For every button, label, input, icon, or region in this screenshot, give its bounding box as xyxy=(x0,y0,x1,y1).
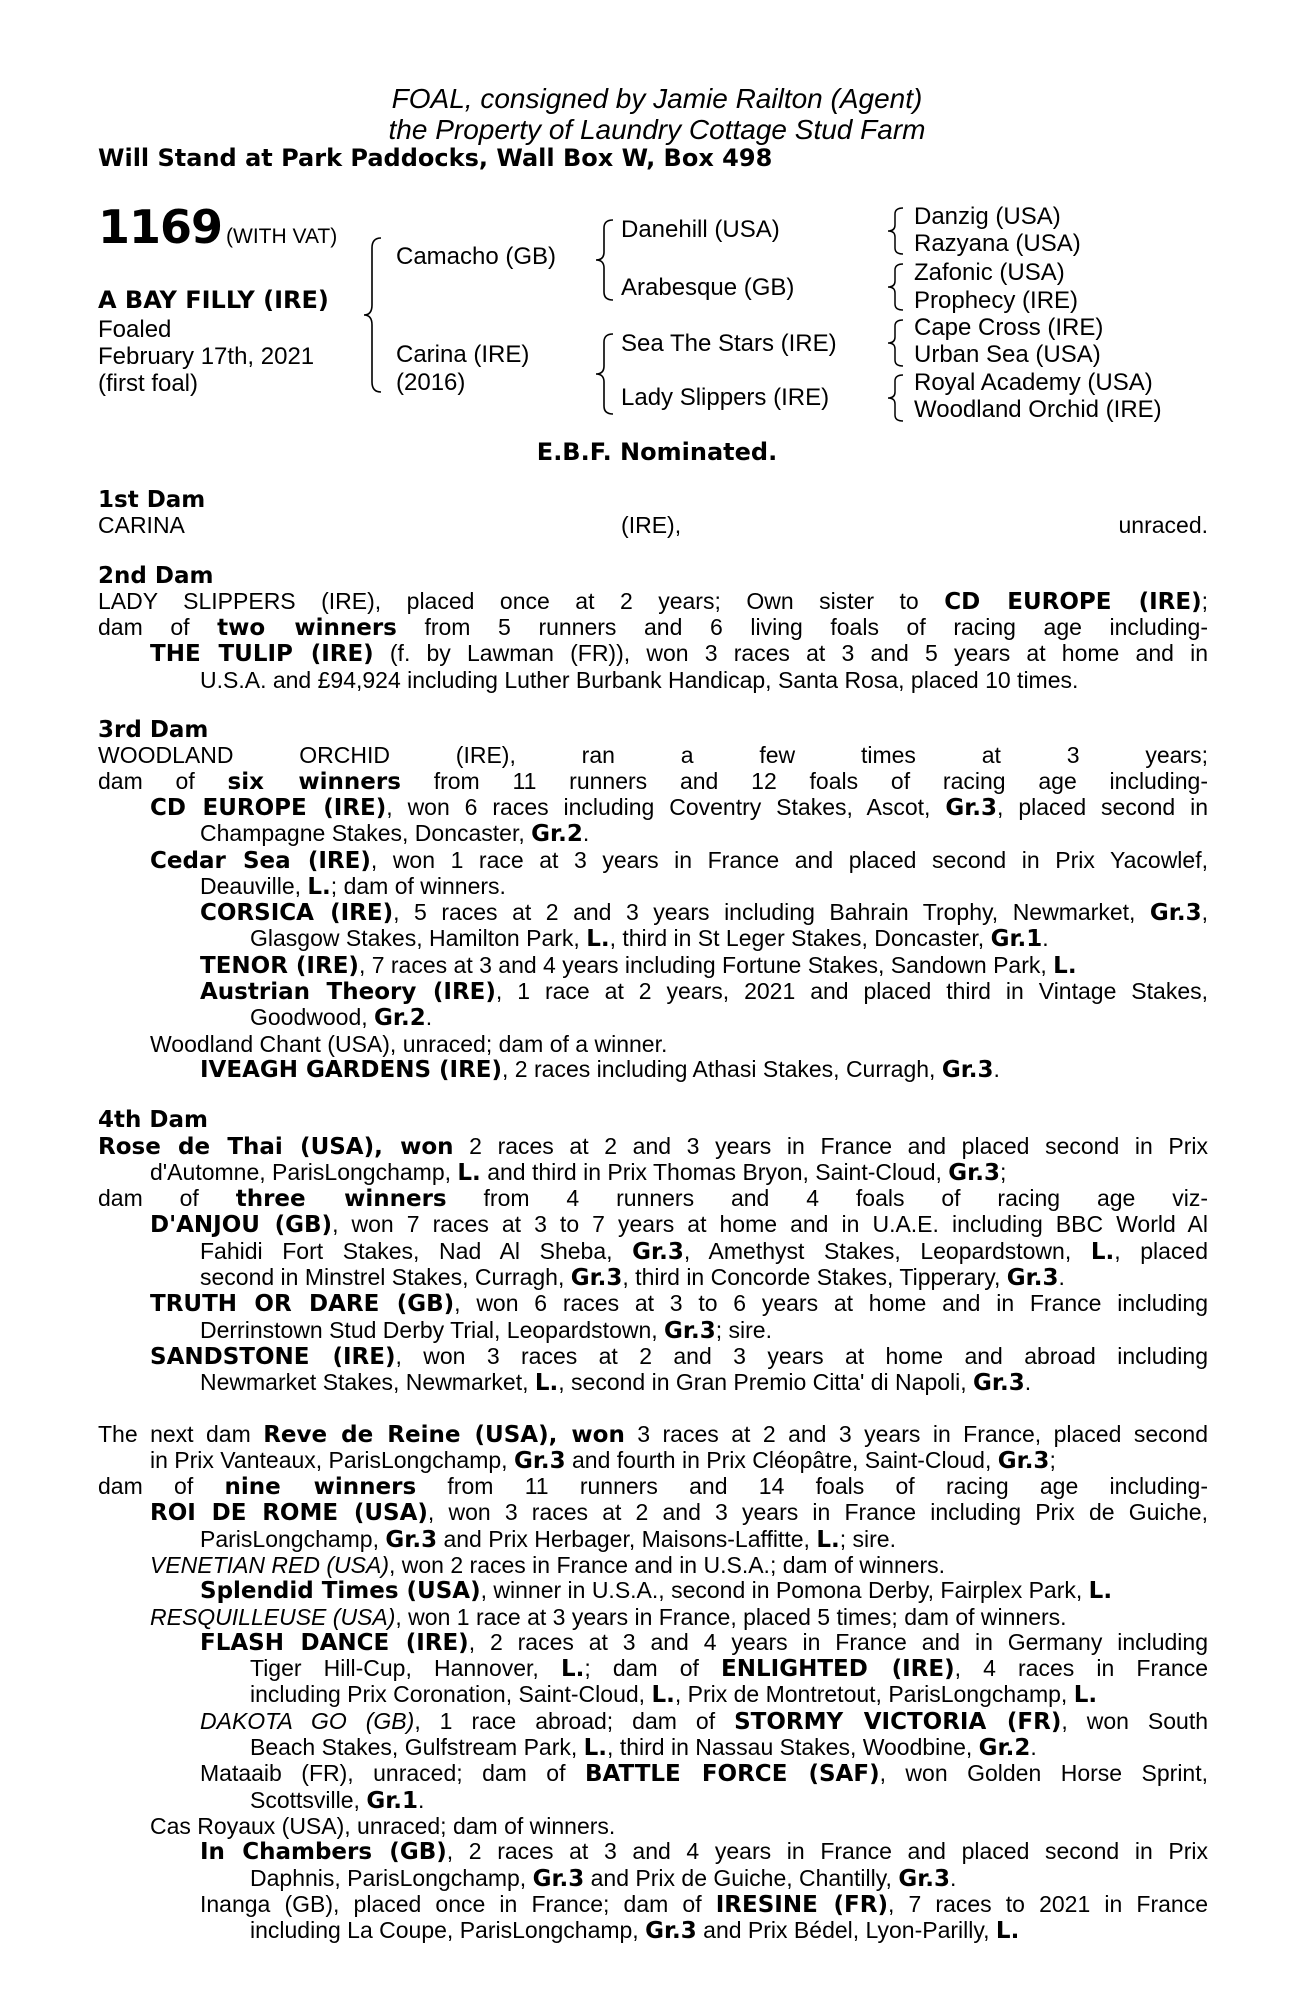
text-run: Woodland Chant (USA), unraced; dam of a winner. xyxy=(150,1030,668,1057)
pedigree-text-line xyxy=(98,900,1208,926)
pedigree-text-line xyxy=(98,1265,1208,1291)
lot-number: 1169 xyxy=(98,200,223,254)
bold-run: Gr.3 xyxy=(973,1370,1025,1397)
pedigree-dam: Carina (IRE) xyxy=(396,341,530,368)
bold-run: FLASH DANCE (IRE) xyxy=(200,1629,469,1656)
pedigree-text-line xyxy=(98,1500,1208,1526)
pedigree-text-line xyxy=(98,641,1208,667)
bold-run: In Chambers (GB) xyxy=(200,1839,447,1866)
text-run: Goodwood, xyxy=(250,1004,375,1031)
lot-block xyxy=(98,200,337,254)
text-run: , won 3 races at 2 and 3 years in France including Prix de Guiche, xyxy=(427,1499,1208,1526)
pedigree-text-line xyxy=(98,589,1208,615)
bold-run: L. xyxy=(1053,952,1077,979)
stand-line: Will Stand at Park Paddocks, Wall Box W, Box 498 xyxy=(98,144,773,172)
text-run: including Prix Coronation, Saint-Cloud, xyxy=(250,1681,652,1708)
pedigree-dam-sire: Sea The Stars (IRE) xyxy=(621,330,837,357)
text-run: The next dam xyxy=(98,1420,264,1447)
text-run: . xyxy=(993,1055,1000,1082)
bold-run: Gr.3 xyxy=(632,1238,684,1265)
text-run: . xyxy=(1024,1369,1032,1396)
bold-run: THE TULIP (IRE) xyxy=(150,641,374,668)
text-run: U.S.A. and £94,924 including Luther Burbank Handicap, Santa Rosa, placed 10 times. xyxy=(200,666,1079,693)
text-run: , Amethyst Stakes, Leopardstown, xyxy=(683,1237,1091,1264)
bold-run: SANDSTONE (IRE) xyxy=(150,1343,396,1370)
text-run: , 1 race abroad; dam of xyxy=(414,1707,735,1734)
text-run: , won Golden Horse Sprint, xyxy=(879,1760,1208,1787)
pedigree-g4-4: Prophecy (IRE) xyxy=(914,287,1079,314)
header-line-1: FOAL, consigned by Jamie Railton (Agent) xyxy=(391,83,923,114)
text-run: ; xyxy=(999,1158,1007,1185)
section-heading: 1st Dam xyxy=(98,487,206,513)
bold-run: Gr.1 xyxy=(366,1787,419,1814)
pedigree-g4-5: Cape Cross (IRE) xyxy=(914,314,1104,341)
text-run: , 4 races in France xyxy=(954,1655,1208,1682)
foaled-label: Foaled xyxy=(98,316,172,343)
pedigree-dam-dam: Lady Slippers (IRE) xyxy=(621,384,830,411)
text-run: Champagne Stakes, Doncaster, xyxy=(200,820,532,847)
text-run: and Prix Bédel, Lyon-Parilly, xyxy=(696,1917,996,1944)
text-run: Tiger Hill-Cup, Hannover, xyxy=(250,1655,561,1682)
text-run: , 2 races at 3 and 4 years in France and placed second in Prix xyxy=(446,1838,1208,1865)
pedigree-text-line xyxy=(98,1761,1208,1787)
pedigree-text-line xyxy=(98,1448,1208,1474)
bold-run: L. xyxy=(1088,1578,1113,1605)
text-run: , placed xyxy=(1114,1237,1208,1264)
italic-run: DAKOTA GO (GB) xyxy=(200,1707,415,1734)
text-run: . xyxy=(1030,1734,1037,1761)
pedigree-text-line xyxy=(98,926,1208,952)
text-run: , 5 races at 2 and 3 years including Bahrain Trophy, Newmarket, xyxy=(393,899,1150,926)
text-run: ; xyxy=(1049,1446,1056,1473)
pedigree-text-line xyxy=(98,1866,1208,1892)
text-run: , xyxy=(1201,899,1208,926)
text-run: , placed second in xyxy=(997,793,1209,820)
text-run: from 11 runners and 14 foals of racing age including- xyxy=(416,1473,1208,1500)
text-run: Glasgow Stakes, Hamilton Park, xyxy=(250,925,587,952)
pedigree-text-line xyxy=(98,668,1208,693)
bold-run: two winners xyxy=(217,615,397,642)
bold-run: Gr.2 xyxy=(374,1005,426,1032)
bold-run: BATTLE FORCE (SAF) xyxy=(584,1761,880,1788)
bold-run: Gr.3 xyxy=(948,1159,1000,1186)
text-run: . xyxy=(1042,925,1049,952)
text-run: , third in St Leger Stakes, Doncaster, xyxy=(609,925,991,952)
bold-run: ENLIGHTED (IRE) xyxy=(721,1656,955,1683)
pedigree-text-line xyxy=(98,1605,1208,1630)
bold-run: six winners xyxy=(227,768,401,795)
text-run: Inanga (GB), placed once in France; dam of xyxy=(200,1890,716,1917)
pedigree-text-line xyxy=(98,1788,1208,1814)
pedigree-text-line xyxy=(98,1291,1208,1317)
text-run: 2 races at 2 and 3 years in France and placed second in Prix xyxy=(453,1132,1208,1159)
text-run: from 4 runners and 4 foals of racing age viz- xyxy=(446,1185,1208,1212)
text-run: d'Automne, ParisLongchamp, xyxy=(150,1158,458,1185)
text-run: from 11 runners and 12 foals of racing age including- xyxy=(400,767,1208,794)
text-run: , 7 races to 2021 in France xyxy=(887,1890,1208,1917)
bold-run: IVEAGH GARDENS (IRE) xyxy=(200,1056,503,1083)
bold-run: Gr.3 xyxy=(664,1317,716,1344)
pedigree-text-line xyxy=(98,1344,1208,1370)
pedigree-text-line xyxy=(98,1892,1208,1918)
pedigree-text-line xyxy=(98,1057,1208,1083)
text-run: Newmarket Stakes, Newmarket, xyxy=(200,1369,535,1396)
bold-run: TENOR (IRE) xyxy=(200,952,359,979)
bold-run: Gr.3 xyxy=(645,1918,697,1945)
bold-run: Gr.3 xyxy=(513,1447,566,1474)
bold-run: Gr.3 xyxy=(385,1526,438,1553)
text-run: , second in Gran Premio Citta' di Napoli, xyxy=(558,1369,974,1396)
bold-run: L. xyxy=(816,1526,840,1553)
text-run: ; xyxy=(1201,587,1208,614)
pedigree-text-line xyxy=(98,1186,1208,1212)
bold-run: Gr.3 xyxy=(941,1056,994,1083)
pedigree-g4-7: Royal Academy (USA) xyxy=(914,369,1153,396)
pedigree-g4-8: Woodland Orchid (IRE) xyxy=(914,396,1162,423)
pedigree-text-line xyxy=(98,1212,1208,1238)
text-run: Deauville, xyxy=(200,872,308,899)
text-run: . xyxy=(1058,1264,1065,1291)
pedigree-text-line xyxy=(98,1682,1208,1708)
text-run: LADY SLIPPERS (IRE), placed once at 2 years; Own sister to xyxy=(98,587,945,614)
bold-run: Gr.3 xyxy=(945,794,998,821)
text-run: Daphnis, ParisLongchamp, xyxy=(250,1864,533,1891)
pedigree-g4-2: Razyana (USA) xyxy=(914,230,1081,257)
text-run: , winner in U.S.A., second in Pomona Derby, Fairplex Park, xyxy=(480,1577,1089,1604)
section-heading: 3rd Dam xyxy=(98,717,209,744)
pedigree-text-line xyxy=(98,1134,1208,1160)
pedigree-text-line xyxy=(98,1630,1208,1656)
text-run: WOODLAND ORCHID (IRE), ran a few times at 3 years; xyxy=(98,742,1208,769)
text-run: . xyxy=(582,820,590,847)
pedigree-text-line xyxy=(98,953,1208,979)
section-gap xyxy=(98,693,1208,718)
pedigree-text-line xyxy=(98,821,1208,847)
pedigree-sire-sire: Danehill (USA) xyxy=(621,216,780,243)
bold-run: L. xyxy=(583,1735,608,1762)
ebf-nominated: E.B.F. Nominated. xyxy=(536,438,778,466)
pedigree-text-line xyxy=(98,1239,1208,1265)
pedigree-text-line xyxy=(98,1422,1208,1448)
text-run: (f. by Lawman (FR)), won 3 races at 3 and 5 years at home and in xyxy=(373,640,1208,667)
pedigree-text-line xyxy=(98,1318,1208,1344)
text-run: , won 6 races including Coventry Stakes, Ascot, xyxy=(386,793,946,820)
bold-run: L. xyxy=(560,1656,585,1683)
bold-run: STORMY VICTORIA (FR) xyxy=(734,1708,1062,1735)
pedigree-text-line xyxy=(98,1527,1208,1553)
brace-gen1 xyxy=(362,236,384,394)
text-run: and Prix Herbager, Maisons-Laffitte, xyxy=(437,1525,817,1552)
text-run: and fourth in Prix Cléopâtre, Saint-Cloud, xyxy=(565,1446,998,1473)
bold-run: L. xyxy=(995,1918,1020,1945)
text-run: , 1 race at 2 years, 2021 and placed third in Vintage Stakes, xyxy=(495,978,1209,1005)
text-run: Fahidi Fort Stakes, Nad Al Sheba, xyxy=(200,1237,633,1264)
pedigree-text-line xyxy=(98,1709,1208,1735)
pedigree-dam-year: (2016) xyxy=(396,369,466,396)
bold-run: L. xyxy=(586,926,610,953)
catalogue-body xyxy=(98,488,1208,1944)
bold-run: D'ANJOU (GB) xyxy=(150,1212,333,1239)
pedigree-text-line xyxy=(98,848,1208,874)
pedigree-text-line xyxy=(98,513,1208,538)
bold-run: L. xyxy=(1073,1682,1098,1709)
pedigree-g4-6: Urban Sea (USA) xyxy=(914,341,1101,368)
bold-run: Gr.3 xyxy=(1149,900,1202,927)
pedigree-g4-1: Danzig (USA) xyxy=(914,203,1061,230)
section-gap xyxy=(98,1083,1208,1108)
pedigree-sire-dam: Arabesque (GB) xyxy=(621,274,795,301)
pedigree-text-line xyxy=(98,1474,1208,1500)
text-run: . xyxy=(418,1786,425,1813)
bold-run: IRESINE (FR) xyxy=(715,1891,888,1918)
text-run: and third in Prix Thomas Bryon, Saint-Cloud, xyxy=(480,1158,949,1185)
text-run: , won 2 races in France and in U.S.A.; dam of winners. xyxy=(388,1551,946,1578)
pedigree-text-line xyxy=(98,1370,1208,1396)
pedigree-text-line xyxy=(98,1656,1208,1682)
italic-run: VENETIAN RED (USA) xyxy=(150,1551,389,1578)
text-run: , third in Nassau Stakes, Woodbine, xyxy=(607,1734,979,1761)
bold-run: three winners xyxy=(235,1186,447,1213)
pedigree-g4-3: Zafonic (USA) xyxy=(914,259,1065,286)
bold-run: Cedar Sea (IRE) xyxy=(150,847,371,874)
foal-note: (first foal) xyxy=(98,370,199,397)
bold-run: Reve de Reine (USA), won xyxy=(263,1421,625,1448)
bold-run: Austrian Theory (IRE) xyxy=(200,979,496,1006)
bold-run: Rose de Thai (USA), won xyxy=(98,1133,454,1160)
pedigree-text-line xyxy=(98,1553,1208,1578)
pedigree-text-line xyxy=(98,743,1208,768)
text-run: dam of xyxy=(98,614,218,641)
pedigree-sire: Camacho (GB) xyxy=(396,243,557,270)
bold-run: Splendid Times (USA) xyxy=(200,1578,481,1605)
section-heading: 2nd Dam xyxy=(98,562,214,589)
text-run: , Prix de Montretout, ParisLongchamp, xyxy=(674,1681,1074,1708)
pedigree-text-line xyxy=(98,1005,1208,1031)
text-run: Mataaib (FR), unraced; dam of xyxy=(200,1760,585,1787)
pedigree-text-line xyxy=(98,1735,1208,1761)
bold-run: Gr.3 xyxy=(570,1265,623,1292)
foaled-date: February 17th, 2021 xyxy=(98,343,315,370)
bold-run: Gr.3 xyxy=(1006,1265,1059,1292)
bold-run: L. xyxy=(1090,1238,1115,1265)
text-run: ; dam of winners. xyxy=(330,872,506,899)
brace-gen3-1 xyxy=(886,206,906,256)
pedigree-text-line xyxy=(98,615,1208,641)
section-gap xyxy=(98,539,1208,564)
pedigree-text-line xyxy=(98,1814,1208,1839)
text-run: , 2 races at 3 and 4 years in France and in Germany including xyxy=(468,1628,1208,1655)
text-run: ; sire. xyxy=(839,1525,896,1552)
bold-run: TRUTH OR DARE (GB) xyxy=(150,1291,455,1318)
text-run: , 7 races at 3 and 4 years including Fortune Stakes, Sandown Park, xyxy=(358,951,1054,978)
bold-run: Gr.3 xyxy=(532,1865,585,1892)
text-run: . xyxy=(950,1864,957,1891)
italic-run: RESQUILLEUSE (USA) xyxy=(150,1603,396,1630)
text-run: ; dam of xyxy=(584,1655,722,1682)
bold-run: L. xyxy=(307,873,331,900)
bold-run: L. xyxy=(534,1370,559,1397)
text-run: , won 7 races at 3 to 7 years at home and in U.A.E. including BBC World Al xyxy=(332,1211,1209,1238)
bold-run: nine winners xyxy=(224,1474,417,1501)
header-line-2: the Property of Laundry Cottage Stud Farm xyxy=(388,114,926,145)
text-run: ; sire. xyxy=(715,1316,772,1343)
text-run: from 5 runners and 6 living foals of racing age including- xyxy=(396,614,1208,641)
pedigree-text-line xyxy=(98,1160,1208,1186)
section-gap xyxy=(98,1397,1208,1422)
bold-run: L. xyxy=(651,1682,675,1709)
pedigree-text-line xyxy=(98,979,1208,1005)
pedigree-text-line xyxy=(98,874,1208,900)
text-run: , won South xyxy=(1061,1707,1208,1734)
pedigree-text-line xyxy=(98,1032,1208,1057)
bold-run: CD EUROPE (IRE) xyxy=(150,794,387,821)
bold-run: Gr.2 xyxy=(978,1735,1031,1762)
brace-gen2-top xyxy=(594,218,616,302)
text-run: Cas Royaux (USA), unraced; dam of winners. xyxy=(150,1812,616,1839)
bold-run: Gr.2 xyxy=(531,821,583,848)
text-run: dam of xyxy=(98,767,228,794)
text-run: Beach Stakes, Gulfstream Park, xyxy=(250,1734,584,1761)
lot-title: A BAY FILLY (IRE) xyxy=(98,286,329,314)
bold-run: ROI DE ROME (USA) xyxy=(150,1500,428,1527)
pedigree-text-line xyxy=(98,1578,1208,1604)
brace-gen3-2 xyxy=(886,262,906,312)
text-run: dam of xyxy=(98,1473,225,1500)
text-run: . xyxy=(425,1004,433,1031)
brace-gen3-3 xyxy=(886,318,906,368)
text-run: and Prix de Guiche, Chantilly, xyxy=(584,1864,899,1891)
section-heading: 4th Dam xyxy=(98,1107,208,1134)
vat-label: (WITH VAT) xyxy=(226,225,338,248)
text-run: ParisLongchamp, xyxy=(200,1525,386,1552)
text-run: , won 1 race at 3 years in France, placed 5 times; dam of winners. xyxy=(395,1603,1067,1630)
brace-gen2-bottom xyxy=(594,332,616,416)
bold-run: CD EUROPE (IRE) xyxy=(944,588,1202,615)
bold-run: L. xyxy=(457,1159,481,1186)
pedigree-text-line xyxy=(98,795,1208,821)
text-run: including La Coupe, ParisLongchamp, xyxy=(250,1917,646,1944)
pedigree-text-line xyxy=(98,1839,1208,1865)
pedigree-text-line xyxy=(98,769,1208,795)
brace-gen3-4 xyxy=(886,373,906,423)
text-run: , won 3 races at 2 and 3 years at home and abroad including xyxy=(395,1342,1208,1369)
text-run: , third in Concorde Stakes, Tipperary, xyxy=(622,1264,1007,1291)
bold-run: Gr.3 xyxy=(898,1865,950,1892)
text-run: Scottsville, xyxy=(250,1786,367,1813)
text-run: 3 races at 2 and 3 years in France, placed second xyxy=(624,1420,1208,1447)
pedigree-text-line xyxy=(98,1918,1208,1944)
text-run: dam of xyxy=(98,1185,236,1212)
text-run: CARINA (IRE), unraced. xyxy=(98,512,1208,539)
bold-run: Gr.1 xyxy=(990,926,1043,953)
bold-run: Gr.3 xyxy=(997,1447,1050,1474)
text-run: in Prix Vanteaux, ParisLongchamp, xyxy=(150,1446,514,1473)
text-run: , 2 races including Athasi Stakes, Curragh, xyxy=(502,1055,942,1082)
text-run: second in Minstrel Stakes, Curragh, xyxy=(200,1264,571,1291)
bold-run: CORSICA (IRE) xyxy=(200,900,394,927)
text-run: , won 6 races at 3 to 6 years at home and in France including xyxy=(454,1290,1208,1317)
text-run: , won 1 race at 3 years in France and placed second in Prix Yacowlef, xyxy=(370,846,1208,873)
text-run: Derrinstown Stud Derby Trial, Leopardstown, xyxy=(200,1316,665,1343)
